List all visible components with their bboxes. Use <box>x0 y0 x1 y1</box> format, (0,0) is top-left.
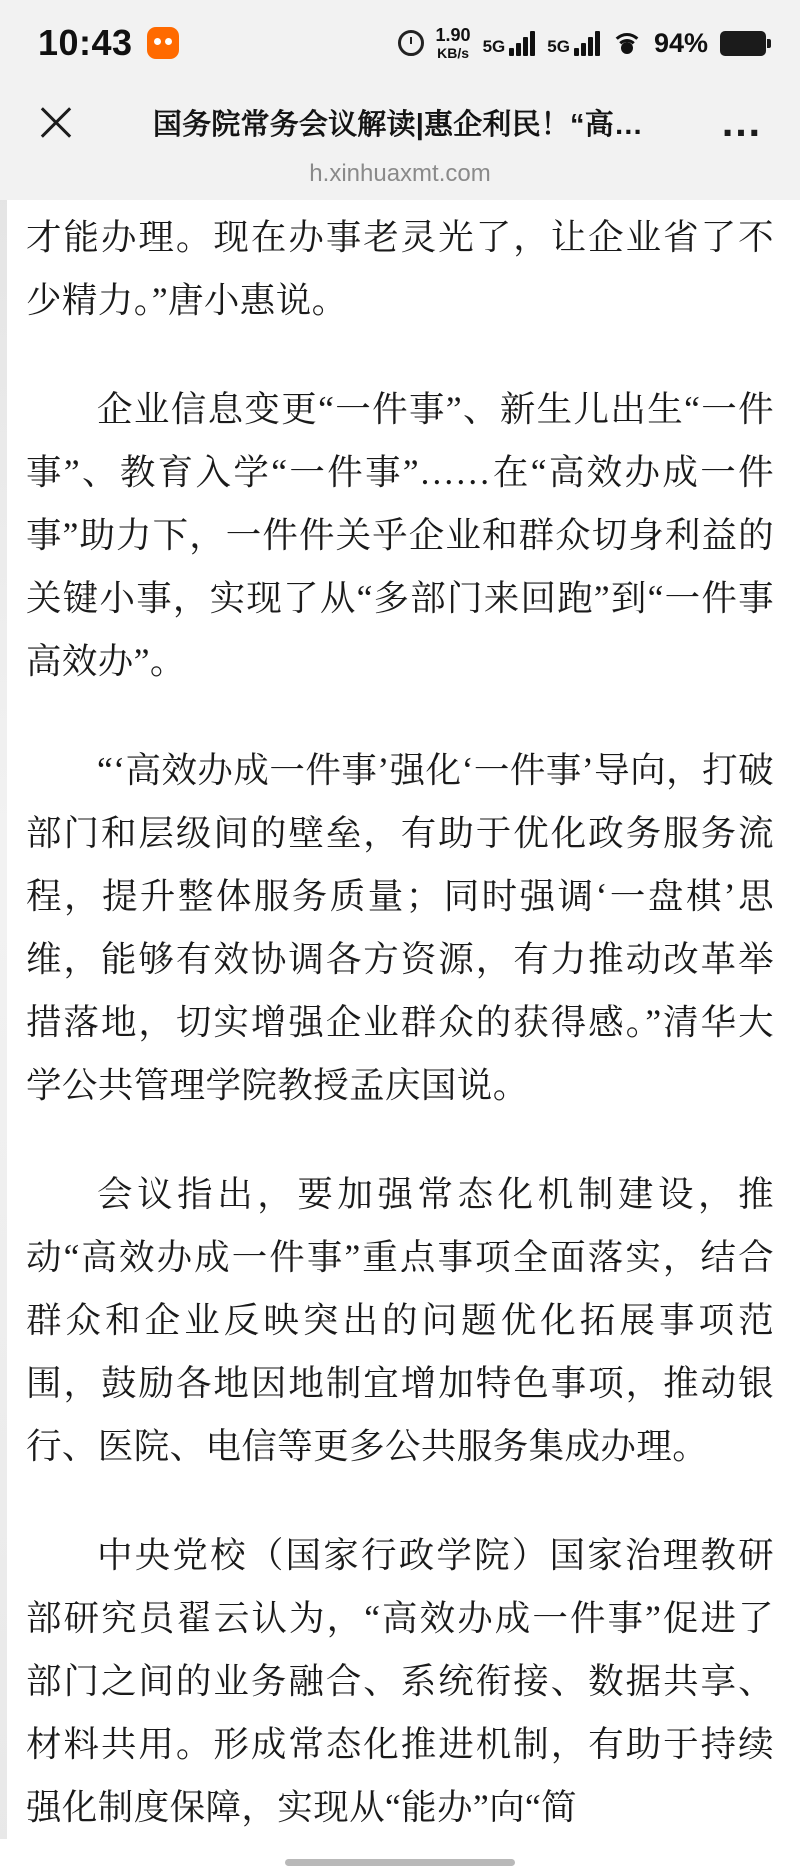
sim1-network-label: 5G <box>482 37 506 56</box>
browser-title-bar <box>0 86 800 206</box>
article-paragraph: 中央党校（国家行政学院）国家治理教研部研究员翟云认为，“高效办成一件事”促进了部门之间的业务融合、系统衔接、数据共享、材料共用。形成常态化推进机制，有助于持续强化制度保障，实现从“能办”向“简 <box>26 1535 774 1827</box>
close-icon[interactable] <box>28 94 84 150</box>
browser-title-row <box>28 90 772 154</box>
sim1-signal-indicator <box>483 30 536 56</box>
article-body <box>0 200 800 1839</box>
more-options-icon[interactable]: … <box>720 98 764 145</box>
article-paragraph: “‘高效办成一件事’强化‘一件事’导向，打破部门和层级间的壁垒，有助于优化政务服务流程，提升整体服务质量；同时强调‘一盘棋’思维，能够有效协调各方资源，有力推动改革举措落地，切实增强企业群众的获得感。”清华大学公共管理学院教授孟庆国说。 <box>26 750 774 1105</box>
status-bar-left <box>38 22 179 64</box>
article-paragraph: 会议指出，要加强常态化机制建设，推动“高效办成一件事”重点事项全面落实，结合群众和企业反映突出的问题优化拓展事项范围，鼓励各地因地制宜增加特色事项，推动银行、医院、电信等更多公共服务集成办理。 <box>26 1174 774 1466</box>
alarm-icon <box>398 30 424 56</box>
page-edge-decoration <box>0 200 7 1839</box>
status-clock: 10:43 <box>38 22 133 63</box>
article-paragraph: 才能办理。现在办事老灵光了，让企业省了不少精力。”唐小惠说。 <box>26 217 774 320</box>
wifi-icon <box>612 31 642 55</box>
sim2-signal-indicator <box>547 30 600 56</box>
sim2-network-label: 5G <box>547 37 570 56</box>
network-speed-unit: KB/s <box>437 45 469 61</box>
status-bar-right <box>398 26 766 60</box>
network-speed-value: 1.90 <box>435 25 471 45</box>
battery-icon <box>720 31 766 56</box>
battery-percent-label: 94% <box>653 27 708 58</box>
reddit-app-icon <box>147 27 179 59</box>
article-paragraph: 企业信息变更“一件事”、新生儿出生“一件事”、教育入学“一件事”……在“高效办成一件事”助力下，一件件关乎企业和群众切身利益的关键小事，实现了从“多部门来回跑”到“一件事高效办”。 <box>26 389 774 681</box>
network-speed-indicator <box>436 26 471 60</box>
signal-bars-icon <box>574 30 600 56</box>
status-bar <box>0 0 800 86</box>
home-indicator[interactable] <box>285 1859 515 1866</box>
page-url: h.xinhuaxmt.com <box>309 160 491 187</box>
page-title: 国务院常务会议解读|惠企利民！“高… <box>152 108 644 141</box>
signal-bars-icon <box>509 30 535 56</box>
